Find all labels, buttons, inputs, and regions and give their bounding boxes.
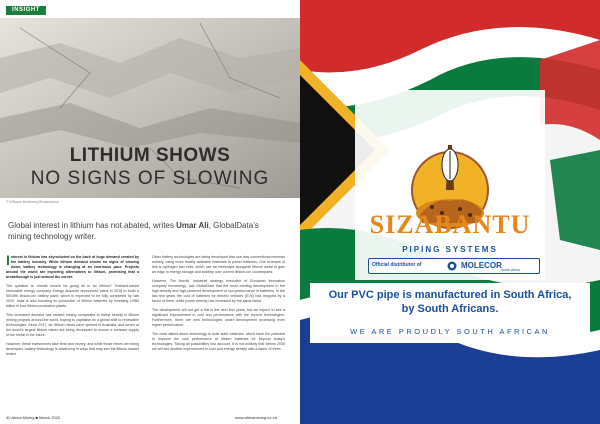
paragraph: This increased demand has caused mining companies to invest heavily in lithium mining projects around the world, hoping to capitalise on a global shift to renewable technologies. Since 2017, six lithium mines have opened in Australia, and seven of the world’s largest lithium mines are being developed to ensure a constant supply of the metal in the future.: [6, 313, 139, 337]
article-title-line2: NO SIGNS OF SLOWING: [30, 168, 270, 189]
proudly-sa-tagline: WE ARE PROUDLY SOUTH AFRICAN: [350, 327, 550, 336]
section-tag: INSIGHT: [6, 6, 46, 15]
page-footer-left: 40 Africa Mining ■ March 2020: [6, 415, 61, 420]
page-footer-right: www.africamining.co.za: [235, 415, 277, 420]
paragraph: The most talked-about technology is solid state batteries, which have the potential to improve the cost performance of lithium batteries for beyond today’s technologies. Taking all possibilities into account, it is not unlikely that before 2030 we will see another improvement in cost and energy density with a factor of three.: [152, 332, 285, 351]
hero-photo: [0, 18, 300, 198]
distributor-box: [368, 258, 540, 274]
paragraph: The development will not get a flat in the next few years, but we expect to see a significant improvement in cost and performance with the current technologies. Furthermore, there are new technologies under development promising even higher performance.: [152, 308, 285, 327]
molecor-logo-icon: [447, 261, 457, 271]
lead-text: nterest in lithium has skyrocketed on the back of huge demand created by the battery industry. While lithium demand shows no signs of slowing down, battery technology is changing at an enormous pace. Projects around the world are exploring alternatives to lithium, promising that a breakthrough is just around the corner.: [6, 255, 139, 279]
drop-cap: I: [6, 252, 10, 268]
body-column-2: [152, 255, 285, 356]
standfirst-end: , GlobalData’s mining technology writer.: [8, 221, 259, 241]
paragraph: Other battery technologies are being developed that use less conventional minerals entirely, using more readily available materials to power batteries. One example of this is hydrogen fuel cells, which use an electrolyte alongside lithium metal to gain an edge in energy storage and stability over current lithium-ion counterparts.: [152, 255, 285, 274]
brand-subtitle: PIPING SYSTEMS: [402, 245, 498, 254]
body-column-1: [6, 252, 139, 361]
paragraph: The question is: should miners be going all in for lithium? Thailand-based renewable energy company Energy Absolute announced plans in 2018 to build a 50GWh lithium-ion battery plant, which is expected to be fully completed by late 2020. India is also boosting its production of lithium batteries by investing US$4 billion in four lithium production plants.: [6, 284, 139, 308]
slogan-panel: [310, 283, 590, 343]
slogan-line-2: by South Africans.: [401, 303, 499, 315]
brand-name: SIZABANTU: [369, 210, 531, 239]
right-page-advert: [300, 0, 600, 424]
photo-credit: © Willyam Bradberry/Shutterstock: [6, 200, 59, 204]
distributor-brand: MOLECOR: [461, 261, 502, 270]
lead-paragraph: [6, 252, 139, 280]
article-title-line1: LITHIUM SHOWS: [69, 145, 231, 166]
paragraph: However, Tim Hornik, industrial strategy executive of European innovation company Innoenergy, told GlobalData that the most exciting development in the high-density and high-powered development of non-performance in batteries. In the last few years the cost of batteries for electric vehicles (EVs) has dropped by a factor of three, while power density has increased by the same factor.: [152, 279, 285, 303]
distributor-label: Official distributor of: [372, 262, 422, 268]
distributor-region: South Africa: [501, 268, 520, 272]
standfirst: [8, 220, 278, 242]
standfirst-author: Umar Ali: [176, 221, 209, 230]
paragraph: However, these investments take time and money, and while those mines are being developed, battery technology is advancing in ways that may see the lithium market tested.: [6, 342, 139, 356]
standfirst-start: Global interest in lithium has not abated, writes: [8, 221, 177, 230]
slogan-line-1: Our PVC pipe is manufactured in South Africa,: [328, 289, 572, 301]
